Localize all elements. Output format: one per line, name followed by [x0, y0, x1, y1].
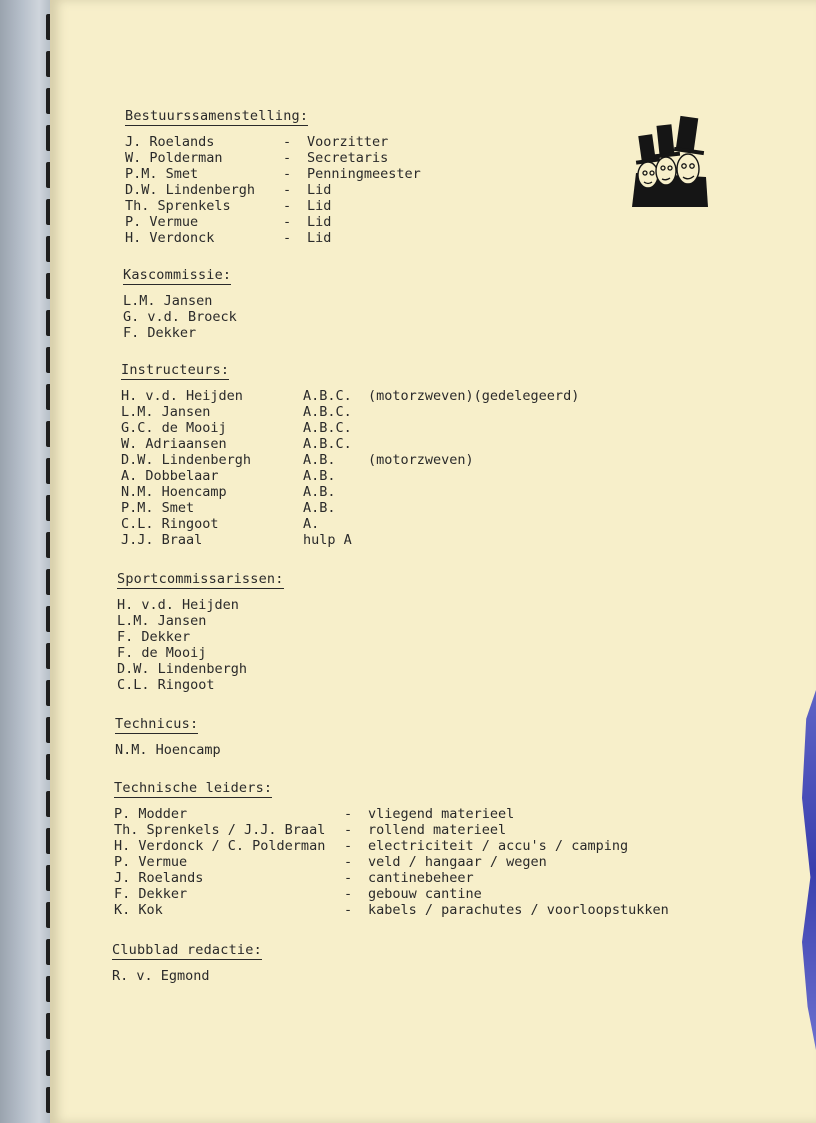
member-name: F. de Mooij: [117, 645, 207, 661]
list-item: [121, 516, 320, 532]
member-name: D.W. Lindenbergh: [117, 661, 248, 677]
lead-task: veld / hangaar / wegen: [368, 854, 547, 870]
dash-separator: -: [283, 150, 292, 166]
tech-leads-list: [114, 806, 669, 918]
lead-name: K. Kok: [114, 902, 163, 918]
member-name: Th. Sprenkels: [125, 198, 231, 214]
lead-task: vliegend materieel: [368, 806, 515, 822]
technician-list: [115, 742, 221, 758]
list-item: [125, 150, 389, 166]
instructor-note: (motorzweven): [368, 452, 474, 468]
lead-task: gebouw cantine: [368, 886, 482, 902]
member-role: Voorzitter: [307, 134, 389, 150]
instructor-name: J.J. Braal: [121, 532, 203, 548]
list-item: [114, 854, 547, 870]
dash-separator: -: [344, 902, 353, 918]
list-item: [121, 436, 352, 452]
dash-separator: -: [283, 230, 292, 246]
list-item: [125, 198, 332, 214]
three-men-in-top-hats-icon: [628, 115, 712, 211]
member-name: W. Polderman: [125, 150, 223, 166]
member-name: C.L. Ringoot: [117, 677, 215, 693]
list-item: [114, 806, 515, 822]
member-name: G. v.d. Broeck: [123, 309, 237, 325]
instructors-list: [121, 388, 580, 548]
editors-heading: Clubblad redactie:: [112, 942, 262, 958]
lead-name: Th. Sprenkels / J.J. Braal: [114, 822, 326, 838]
list-item: [112, 968, 262, 984]
instructor-name: G.C. de Mooij: [121, 420, 227, 436]
technician-section: [115, 716, 221, 758]
instructor-grade: A.B.C.: [303, 404, 352, 420]
member-name: D.W. Lindenbergh: [125, 182, 256, 198]
member-name: N.M. Hoencamp: [115, 742, 221, 758]
lead-name: P. Vermue: [114, 854, 188, 870]
list-item: [123, 293, 231, 309]
list-item: [117, 677, 284, 693]
member-name: J. Roelands: [125, 134, 215, 150]
blue-cover-edge: [802, 690, 816, 1050]
instructor-grade: A.B.C.: [303, 436, 352, 452]
instructor-grade: A.: [303, 516, 320, 532]
instructor-grade: A.B.: [303, 452, 336, 468]
instructor-name: C.L. Ringoot: [121, 516, 219, 532]
dash-separator: -: [344, 822, 353, 838]
dash-separator: -: [344, 806, 353, 822]
list-item: [125, 230, 332, 246]
member-name: L.M. Jansen: [123, 293, 213, 309]
list-item: [121, 388, 580, 404]
lead-task: kabels / parachutes / voorloopstukken: [368, 902, 669, 918]
list-item: [121, 452, 474, 468]
list-item: [115, 742, 221, 758]
member-name: L.M. Jansen: [117, 613, 207, 629]
dash-separator: -: [283, 214, 292, 230]
list-item: [121, 468, 336, 484]
list-item: [121, 404, 352, 420]
sport-heading: Sportcommissarissen:: [117, 571, 284, 587]
member-name: F. Dekker: [117, 629, 191, 645]
instructors-section: [121, 362, 580, 548]
instructor-name: W. Adriaansen: [121, 436, 227, 452]
list-item: [121, 420, 352, 436]
list-item: [123, 325, 231, 341]
member-role: Lid: [307, 182, 332, 198]
instructor-name: D.W. Lindenbergh: [121, 452, 252, 468]
instructor-name: P.M. Smet: [121, 500, 195, 516]
board-list: [125, 134, 421, 246]
list-item: [117, 661, 284, 677]
lead-name: J. Roelands: [114, 870, 204, 886]
audit-list: [123, 293, 237, 341]
list-item: [125, 182, 332, 198]
instructor-name: N.M. Hoencamp: [121, 484, 227, 500]
list-item: [117, 645, 284, 661]
member-name: H. Verdonck: [125, 230, 215, 246]
list-item: [123, 309, 237, 325]
instructor-name: H. v.d. Heijden: [121, 388, 243, 404]
member-role: Lid: [307, 230, 332, 246]
dash-separator: -: [283, 166, 292, 182]
list-item: [117, 629, 284, 645]
list-item: [125, 214, 332, 230]
editors-section: [112, 942, 262, 984]
sport-section: [117, 571, 284, 693]
member-name: P. Vermue: [125, 214, 199, 230]
dash-separator: -: [344, 838, 353, 854]
lead-task: rollend materieel: [368, 822, 507, 838]
member-name: F. Dekker: [123, 325, 197, 341]
lead-name: H. Verdonck / C. Polderman: [114, 838, 326, 854]
member-name: R. v. Egmond: [112, 968, 210, 984]
list-item: [121, 500, 336, 516]
instructor-grade: A.B.: [303, 500, 336, 516]
list-item: [114, 822, 507, 838]
audit-heading: Kascommissie:: [123, 267, 232, 283]
member-role: Penningmeester: [307, 166, 421, 182]
member-name: H. v.d. Heijden: [117, 597, 239, 613]
instructor-grade: A.B.C.: [303, 420, 352, 436]
list-item: [121, 532, 352, 548]
sport-list: [117, 597, 284, 693]
lead-name: P. Modder: [114, 806, 188, 822]
lead-name: F. Dekker: [114, 886, 188, 902]
list-item: [114, 902, 669, 918]
tech-leads-section: [114, 780, 669, 918]
member-role: Lid: [307, 198, 332, 214]
dash-separator: -: [283, 182, 292, 198]
board-section: [125, 108, 421, 246]
instructor-grade: A.B.: [303, 484, 336, 500]
lead-task: cantinebeheer: [368, 870, 474, 886]
technician-heading: Technicus:: [115, 716, 199, 732]
dash-separator: -: [283, 198, 292, 214]
list-item: [117, 613, 284, 629]
dash-separator: -: [344, 854, 353, 870]
instructor-note: (motorzweven)(gedelegeerd): [368, 388, 580, 404]
instructor-name: A. Dobbelaar: [121, 468, 219, 484]
list-item: [125, 134, 389, 150]
tech-leads-heading: Technische leiders:: [114, 780, 273, 796]
instructor-name: L.M. Jansen: [121, 404, 211, 420]
instructor-grade: A.B.: [303, 468, 336, 484]
editors-list: [112, 968, 262, 984]
instructor-grade: A.B.C.: [303, 388, 352, 404]
instructor-grade: hulp A: [303, 532, 352, 548]
list-item: [125, 166, 421, 182]
dash-separator: -: [283, 134, 292, 150]
instructors-heading: Instructeurs:: [121, 362, 230, 378]
list-item: [117, 597, 284, 613]
lead-task: electriciteit / accu's / camping: [368, 838, 629, 854]
board-heading: Bestuurssamenstelling:: [125, 108, 309, 124]
member-role: Lid: [307, 214, 332, 230]
list-item: [114, 886, 482, 902]
list-item: [121, 484, 336, 500]
dash-separator: -: [344, 870, 353, 886]
member-role: Secretaris: [307, 150, 389, 166]
dash-separator: -: [344, 886, 353, 902]
list-item: [114, 870, 474, 886]
list-item: [114, 838, 629, 854]
member-name: P.M. Smet: [125, 166, 199, 182]
audit-section: [123, 267, 237, 341]
